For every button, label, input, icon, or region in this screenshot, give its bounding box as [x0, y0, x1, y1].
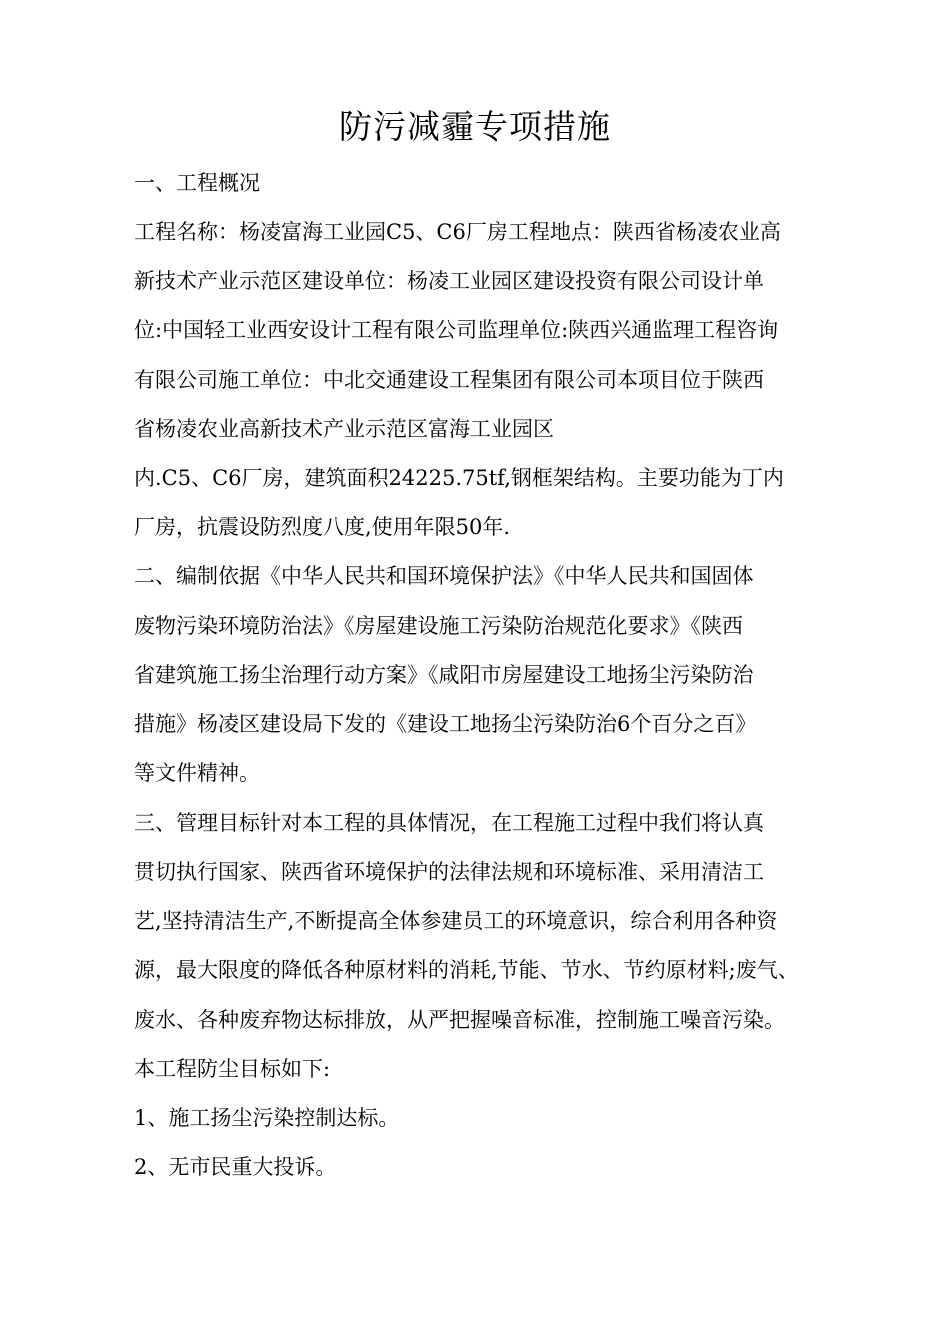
paragraph-line: 源，最大限度的降低各种原材料的消耗,节能、节水、节约原材料;废气、: [134, 958, 799, 982]
paragraph-line: 本工程防尘目标如下:: [134, 1057, 331, 1081]
paragraph-line: 省杨凌农业高新技术产业示范区富海工业园区: [134, 417, 554, 441]
section-heading-overview: 一、工程概况: [134, 171, 260, 195]
section-goals-line: 三、管理目标针对本工程的具体情况，在工程施工过程中我们将认真: [134, 811, 764, 835]
document-title: 防污减霾专项措施: [339, 107, 611, 146]
paragraph-line: 内.C5、C6厂房，建筑面积24225.75tf,钢框架结构。主要功能为丁内: [134, 466, 784, 490]
paragraph-line: 贯切执行国家、陕西省环境保护的法律法规和环境标准、采用清洁工: [134, 860, 764, 884]
list-item: 1、施工扬尘污染控制达标。: [134, 1106, 400, 1130]
paragraph-line: 位:中国轻工业西安设计工程有限公司监理单位:陕西兴通监理工程咨询: [134, 318, 779, 342]
paragraph-line: 工程名称：杨凌富海工业园C5、C6厂房工程地点：陕西省杨凌农业高: [134, 220, 781, 244]
paragraph-line: 废水、各种废弃物达标排放，从严把握噪音标准，控制施工噪音污染。: [134, 1008, 785, 1032]
paragraph-line: 等文件精神。: [134, 761, 260, 785]
paragraph-line: 废物污染环境防治法》《房屋建设施工污染防治规范化要求》《陕西: [134, 614, 743, 638]
paragraph-line: 措施》杨凌区建设局下发的《建设工地扬尘污染防治6个百分之百》: [134, 712, 757, 736]
paragraph-line: 厂房，抗震设防烈度八度,使用年限50年.: [134, 515, 511, 539]
paragraph-line: 有限公司施工单位：中北交通建设工程集团有限公司本项目位于陕西: [134, 368, 764, 392]
paragraph-line: 新技术产业示范区建设单位：杨凌工业园区建设投资有限公司设计单: [134, 269, 764, 293]
paragraph-line: 省建筑施工扬尘治理行动方案》《咸阳市房屋建设工地扬尘污染防治: [134, 663, 754, 687]
paragraph-line: 艺,坚持清洁生产,不断提高全体参建员工的环境意识，综合利用各种资: [134, 909, 778, 933]
section-basis-line: 二、编制依据《中华人民共和国环境保护法》《中华人民共和国固体: [134, 564, 754, 588]
list-item: 2、无市民重大投诉。: [134, 1155, 337, 1179]
